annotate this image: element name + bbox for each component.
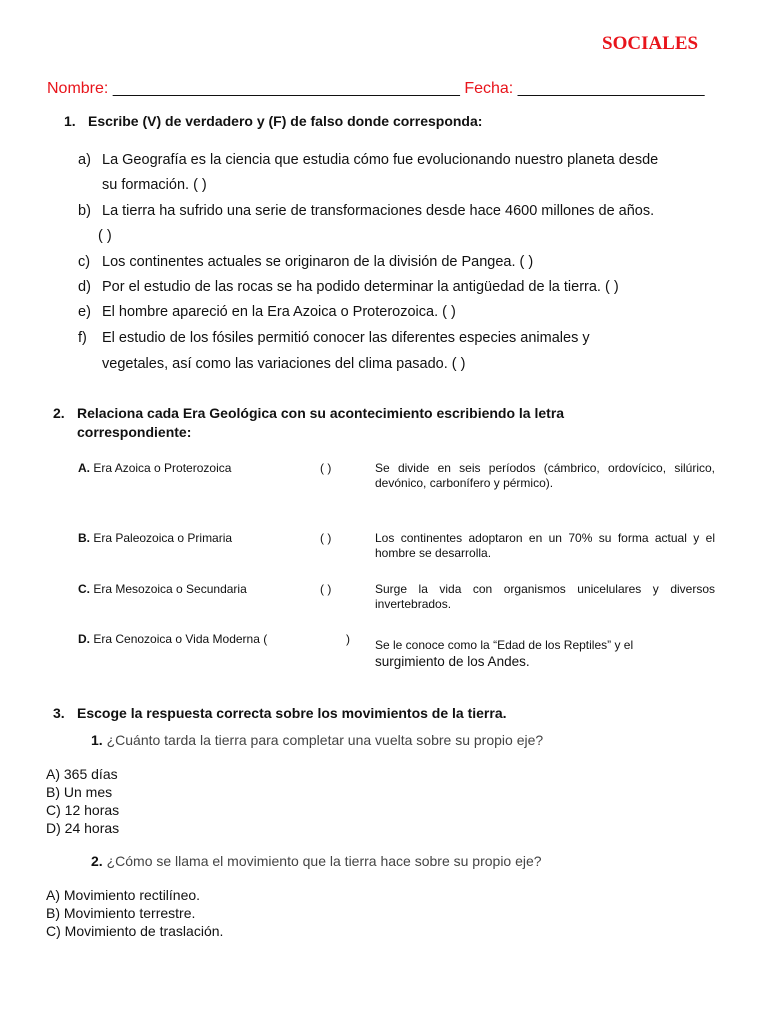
tf-item-c <box>78 254 533 270</box>
q2-option-b[interactable]: B) Movimiento terrestre. <box>46 905 196 921</box>
era-b <box>78 531 232 545</box>
q1-option-b[interactable]: B) Un mes <box>46 784 113 800</box>
era-d-blank[interactable]: ) <box>346 632 350 646</box>
tf-item-text: Por el estudio de las rocas se ha podido determinar la antigüedad de la tierra. ( ) <box>102 279 619 295</box>
question-text: ¿Cuánto tarda la tierra para completar una vuelta sobre su propio eje? <box>106 732 544 748</box>
tf-item-letter: b) <box>78 203 91 219</box>
tf-item-letter: e) <box>78 304 91 320</box>
question-2 <box>91 853 542 869</box>
tf-item-d <box>78 279 619 295</box>
era-a-blank[interactable]: ( ) <box>320 461 332 475</box>
era-name: Era Cenozoica o Vida Moderna ( <box>93 632 268 646</box>
era-letter: B. <box>78 531 90 545</box>
question-number: 1. <box>91 732 103 748</box>
tf-item-text: La Geografía es la ciencia que estudia cómo fue evolucionando nuestro planeta desde <box>102 152 659 168</box>
era-name: Era Azoica o Proterozoica <box>93 461 232 475</box>
tf-item-f <box>78 330 590 346</box>
era-c-blank[interactable]: ( ) <box>320 582 332 596</box>
q2-option-a[interactable]: A) Movimiento rectilíneo. <box>46 887 201 903</box>
era-b-blank[interactable]: ( ) <box>320 531 332 545</box>
page-title: SOCIALES <box>602 33 699 54</box>
era-d-desc: Se le conoce como la “Edad de los Reptiles” y el <box>375 638 634 652</box>
tf-item-b-cont: ( ) <box>98 228 112 244</box>
tf-item-a-cont: su formación. ( ) <box>102 177 207 193</box>
tf-item-text: Los continentes actuales se originaron de la división de Pangea. ( ) <box>102 254 534 270</box>
section1-heading-text: Escribe (V) de verdadero y (F) de falso donde corresponda: <box>88 113 483 129</box>
tf-item-text: La tierra ha sufrido una serie de transformaciones desde hace 4600 millones de años. <box>102 203 655 219</box>
era-c <box>78 582 247 596</box>
section1-number: 1. <box>64 113 76 129</box>
name-date-line <box>47 80 705 98</box>
era-a <box>78 461 231 475</box>
tf-item-text: El hombre apareció en la Era Azoica o Proterozoica. ( ) <box>102 304 456 320</box>
section2-number: 2. <box>53 405 65 421</box>
tf-item-text: El estudio de los fósiles permitió conocer las diferentes especies animales y <box>102 330 590 346</box>
tf-item-f-cont: vegetales, así como las variaciones del clima pasado. ( ) <box>102 356 466 372</box>
tf-item-b <box>78 203 654 219</box>
tf-item-e <box>78 304 456 320</box>
era-name: Era Mesozoica o Secundaria <box>93 582 247 596</box>
era-b-desc: Los continentes adoptaron en un 70% su forma actual y el hombre se desarrolla. <box>375 531 715 560</box>
tf-item-letter: d) <box>78 279 91 295</box>
section1-heading <box>64 113 482 129</box>
era-d-desc-cont: surgimiento de los Andes. <box>375 654 530 669</box>
tf-item-a <box>78 152 658 168</box>
name-label: Nombre: <box>47 80 109 97</box>
era-letter: A. <box>78 461 90 475</box>
q1-option-a[interactable]: A) 365 días <box>46 766 118 782</box>
section2-heading-cont: correspondiente: <box>77 424 192 440</box>
date-blank[interactable]: _____________________ <box>517 80 705 97</box>
q1-option-d[interactable]: D) 24 horas <box>46 820 120 836</box>
q1-option-c[interactable]: C) 12 horas <box>46 802 120 818</box>
question-1 <box>91 732 543 748</box>
tf-item-letter: c) <box>78 254 91 270</box>
era-a-desc: Se divide en seis períodos (cámbrico, ordovícico, silúrico, devónico, carbonífero y pérmico). <box>375 461 715 490</box>
section2-heading-text: Relaciona cada Era Geológica con su acontecimiento escribiendo la letra <box>77 405 565 421</box>
era-d <box>78 632 267 646</box>
section2-heading <box>53 405 564 421</box>
era-letter: C. <box>78 582 90 596</box>
section3-heading <box>53 705 507 721</box>
era-c-desc: Surge la vida con organismos unicelulares y diversos invertebrados. <box>375 582 715 611</box>
date-label: Fecha: <box>464 80 514 97</box>
section3-heading-text: Escoge la respuesta correcta sobre los movimientos de la tierra. <box>77 705 507 721</box>
tf-item-letter: f) <box>78 330 87 346</box>
question-text: ¿Cómo se llama el movimiento que la tierra hace sobre su propio eje? <box>106 853 542 869</box>
section3-number: 3. <box>53 705 65 721</box>
tf-item-letter: a) <box>78 152 91 168</box>
era-name: Era Paleozoica o Primaria <box>93 531 233 545</box>
name-blank[interactable]: _______________________________________ <box>112 80 460 97</box>
era-letter: D. <box>78 632 90 646</box>
question-number: 2. <box>91 853 103 869</box>
q2-option-c[interactable]: C) Movimiento de traslación. <box>46 923 224 939</box>
